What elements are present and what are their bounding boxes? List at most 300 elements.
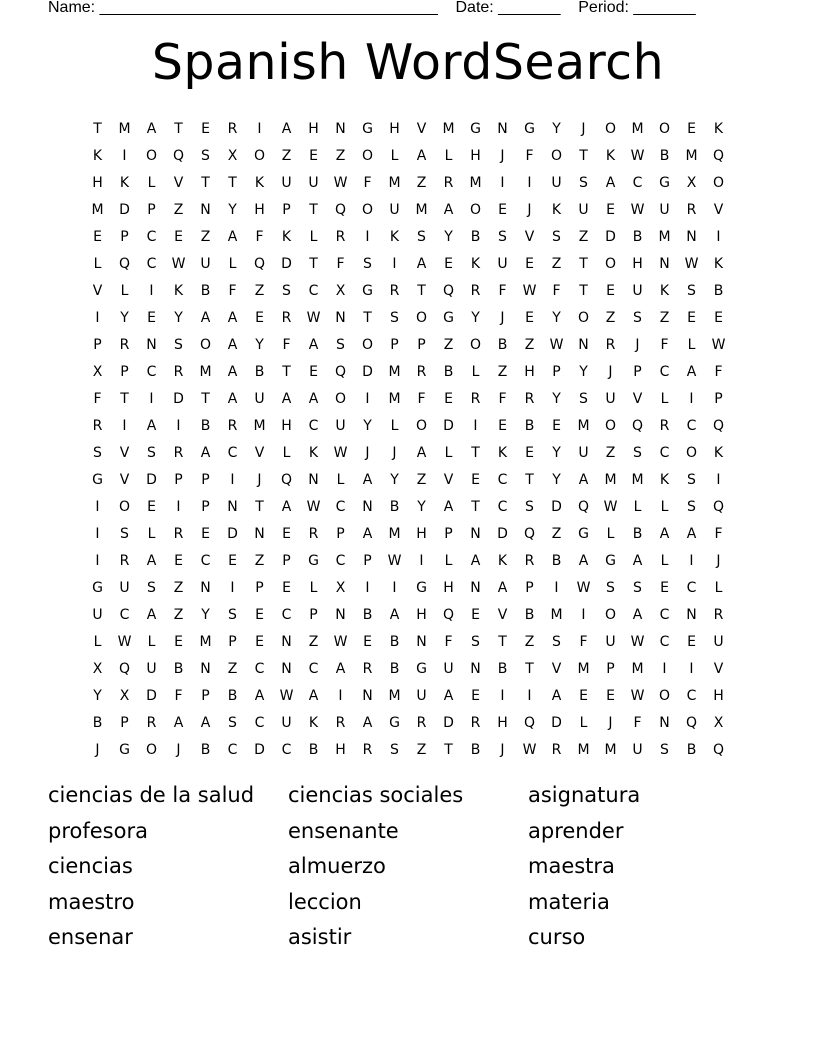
grid-letter: H xyxy=(389,120,400,137)
grid-letter: F xyxy=(660,336,669,353)
grid-letter: E xyxy=(444,390,453,407)
grid-letter: T xyxy=(579,147,588,164)
grid-letter: B xyxy=(443,363,454,380)
grid-letter: B xyxy=(713,282,724,299)
grid-letter: P xyxy=(525,579,534,596)
grid-letter: M xyxy=(388,174,401,191)
grid-letter: I xyxy=(689,552,694,569)
grid-letter: T xyxy=(525,471,534,488)
grid-letter: T xyxy=(201,390,210,407)
grid-letter: A xyxy=(308,390,319,407)
grid-letter: R xyxy=(524,390,535,407)
grid-letter: C xyxy=(308,282,319,299)
grid-letter: L xyxy=(147,633,156,650)
grid-letter: O xyxy=(469,336,482,353)
grid-letter: W xyxy=(630,201,645,218)
grid-row xyxy=(84,196,732,223)
grid-letter: M xyxy=(658,228,671,245)
grid-letter: V xyxy=(713,201,724,218)
grid-letter: I xyxy=(500,687,505,704)
grid-letter: N xyxy=(578,336,589,353)
grid-row xyxy=(84,142,732,169)
grid-letter: C xyxy=(335,498,346,515)
grid-letter: X xyxy=(227,147,238,164)
grid-letter: T xyxy=(525,660,534,677)
grid-letter: Q xyxy=(523,714,536,731)
grid-letter: C xyxy=(281,606,292,623)
grid-letter: X xyxy=(713,714,724,731)
grid-letter: M xyxy=(91,201,104,218)
grid-letter: M xyxy=(469,174,482,191)
grid-letter: D xyxy=(146,687,157,704)
grid-letter: U xyxy=(443,660,454,677)
grid-letter: C xyxy=(227,444,238,461)
grid-letter: M xyxy=(388,363,401,380)
grid-letter: A xyxy=(200,444,211,461)
grid-letter: A xyxy=(173,714,184,731)
grid-letter: B xyxy=(470,741,481,758)
grid-letter: O xyxy=(604,255,617,272)
grid-letter: U xyxy=(146,660,157,677)
grid-letter: S xyxy=(687,282,696,299)
grid-letter: M xyxy=(388,525,401,542)
grid-row xyxy=(84,493,732,520)
grid-row xyxy=(84,682,732,709)
grid-letter: H xyxy=(470,147,481,164)
grid-letter: F xyxy=(552,282,561,299)
grid-letter: Q xyxy=(577,498,590,515)
grid-letter: E xyxy=(147,498,156,515)
grid-letter: U xyxy=(659,201,670,218)
grid-letter: S xyxy=(363,255,372,272)
grid-letter: S xyxy=(93,444,102,461)
grid-letter: K xyxy=(281,228,292,245)
grid-letter: I xyxy=(365,390,370,407)
grid-letter: W xyxy=(630,687,645,704)
grid-row xyxy=(84,520,732,547)
grid-letter: P xyxy=(417,336,426,353)
grid-letter: P xyxy=(201,687,210,704)
grid-letter: Z xyxy=(551,525,562,542)
grid-letter: Q xyxy=(442,282,455,299)
grid-letter: N xyxy=(335,309,346,326)
grid-letter: T xyxy=(255,498,264,515)
grid-letter: Y xyxy=(552,471,561,488)
grid-letter: A xyxy=(146,552,157,569)
grid-letter: X xyxy=(92,660,103,677)
grid-letter: R xyxy=(362,741,373,758)
grid-letter: N xyxy=(281,633,292,650)
grid-letter: C xyxy=(281,741,292,758)
grid-letter: R xyxy=(173,363,184,380)
letter-grid xyxy=(84,115,732,763)
grid-letter: R xyxy=(416,714,427,731)
grid-letter: B xyxy=(362,606,373,623)
grid-letter: D xyxy=(119,201,130,218)
grid-letter: B xyxy=(389,633,400,650)
grid-letter: F xyxy=(282,336,291,353)
grid-letter: A xyxy=(308,687,319,704)
grid-letter: G xyxy=(119,741,130,758)
grid-letter: K xyxy=(713,120,724,137)
grid-letter: Y xyxy=(552,120,561,137)
grid-letter: Q xyxy=(280,471,293,488)
grid-letter: Z xyxy=(227,660,238,677)
grid-letter: M xyxy=(604,741,617,758)
grid-letter: Q xyxy=(631,417,644,434)
word-list-item: maestra xyxy=(528,854,615,879)
grid-letter: A xyxy=(146,606,157,623)
grid-letter: K xyxy=(713,444,724,461)
grid-letter: J xyxy=(716,552,721,569)
grid-letter: Z xyxy=(173,579,184,596)
grid-letter: G xyxy=(416,660,427,677)
page-title: Spanish WordSearch xyxy=(151,34,665,91)
word-list-item: profesora xyxy=(48,818,148,843)
grid-letter: Z xyxy=(416,741,427,758)
grid-letter: Y xyxy=(174,309,183,326)
grid-letter: J xyxy=(608,363,613,380)
grid-letter: O xyxy=(550,147,563,164)
grid-letter: R xyxy=(92,417,103,434)
grid-row xyxy=(84,304,732,331)
grid-row xyxy=(84,115,732,142)
grid-letter: J xyxy=(176,741,181,758)
grid-letter: A xyxy=(416,255,427,272)
grid-letter: W xyxy=(171,255,186,272)
grid-row xyxy=(84,277,732,304)
grid-letter: P xyxy=(147,201,156,218)
grid-letter: E xyxy=(660,579,669,596)
grid-letter: C xyxy=(686,579,697,596)
grid-letter: A xyxy=(362,714,373,731)
grid-letter: H xyxy=(254,201,265,218)
grid-letter: P xyxy=(309,606,318,623)
grid-letter: N xyxy=(200,579,211,596)
grid-letter: S xyxy=(228,714,237,731)
grid-letter: J xyxy=(500,741,505,758)
grid-letter: I xyxy=(230,579,235,596)
grid-letter: L xyxy=(660,552,669,569)
grid-letter: W xyxy=(576,579,591,596)
word-list-item: ensenante xyxy=(288,818,399,843)
grid-letter: N xyxy=(659,255,670,272)
grid-letter: C xyxy=(146,363,157,380)
grid-letter: V xyxy=(92,282,103,299)
grid-letter: L xyxy=(444,552,453,569)
grid-letter: I xyxy=(176,498,181,515)
grid-letter: P xyxy=(255,579,264,596)
grid-letter: B xyxy=(686,741,697,758)
grid-row xyxy=(84,358,732,385)
grid-letter: J xyxy=(527,201,532,218)
grid-letter: I xyxy=(392,579,397,596)
grid-letter: V xyxy=(119,444,130,461)
grid-letter: I xyxy=(527,687,532,704)
grid-letter: I xyxy=(257,120,262,137)
grid-letter: A xyxy=(227,363,238,380)
grid-row xyxy=(84,574,732,601)
grid-letter: S xyxy=(336,336,345,353)
grid-letter: Z xyxy=(254,282,265,299)
grid-letter: Z xyxy=(200,228,211,245)
grid-letter: I xyxy=(149,390,154,407)
student-info-header: Name: ______________________________________ Date: _______ Period: _______ xyxy=(48,0,696,16)
grid-letter: S xyxy=(201,147,210,164)
grid-letter: Y xyxy=(579,363,588,380)
grid-letter: L xyxy=(390,147,399,164)
grid-letter: E xyxy=(309,147,318,164)
grid-row xyxy=(84,439,732,466)
grid-letter: O xyxy=(253,147,266,164)
grid-letter: U xyxy=(281,714,292,731)
grid-letter: C xyxy=(227,741,238,758)
grid-letter: R xyxy=(335,714,346,731)
grid-letter: P xyxy=(714,390,723,407)
grid-letter: H xyxy=(92,174,103,191)
grid-letter: Q xyxy=(712,147,725,164)
grid-letter: Z xyxy=(335,147,346,164)
grid-letter: O xyxy=(334,390,347,407)
grid-letter: O xyxy=(145,741,158,758)
grid-letter: Y xyxy=(228,201,237,218)
grid-letter: O xyxy=(199,336,212,353)
grid-letter: M xyxy=(442,120,455,137)
grid-letter: M xyxy=(415,201,428,218)
grid-letter: B xyxy=(470,228,481,245)
grid-letter: U xyxy=(389,201,400,218)
grid-letter: A xyxy=(308,336,319,353)
grid-letter: I xyxy=(662,660,667,677)
grid-letter: O xyxy=(658,120,671,137)
grid-letter: J xyxy=(581,120,586,137)
grid-letter: A xyxy=(254,687,265,704)
grid-letter: V xyxy=(443,471,454,488)
grid-letter: A xyxy=(470,552,481,569)
grid-row xyxy=(84,385,732,412)
grid-letter: N xyxy=(335,120,346,137)
grid-letter: S xyxy=(390,309,399,326)
grid-letter: R xyxy=(686,201,697,218)
grid-letter: E xyxy=(444,255,453,272)
grid-letter: L xyxy=(660,498,669,515)
grid-letter: A xyxy=(497,579,508,596)
grid-letter: E xyxy=(174,633,183,650)
grid-letter: I xyxy=(581,606,586,623)
grid-letter: O xyxy=(604,606,617,623)
grid-letter: B xyxy=(200,282,211,299)
grid-letter: N xyxy=(362,498,373,515)
grid-letter: S xyxy=(552,228,561,245)
grid-letter: T xyxy=(228,174,237,191)
grid-letter: Z xyxy=(524,336,535,353)
grid-letter: L xyxy=(471,363,480,380)
grid-letter: E xyxy=(282,525,291,542)
word-list-item: leccion xyxy=(288,889,362,914)
grid-letter: E xyxy=(471,471,480,488)
grid-letter: S xyxy=(687,471,696,488)
grid-letter: T xyxy=(309,201,318,218)
grid-letter: S xyxy=(660,741,669,758)
grid-letter: H xyxy=(632,255,643,272)
grid-letter: V xyxy=(632,390,643,407)
grid-row xyxy=(84,412,732,439)
grid-letter: B xyxy=(200,741,211,758)
grid-letter: I xyxy=(230,471,235,488)
grid-letter: C xyxy=(308,660,319,677)
grid-letter: C xyxy=(146,255,157,272)
grid-letter: F xyxy=(633,714,642,731)
grid-letter: L xyxy=(606,525,615,542)
grid-letter: R xyxy=(308,525,319,542)
grid-row xyxy=(84,655,732,682)
grid-letter: M xyxy=(118,120,131,137)
grid-letter: P xyxy=(120,714,129,731)
grid-letter: V xyxy=(119,471,130,488)
grid-letter: S xyxy=(498,228,507,245)
grid-letter: D xyxy=(443,714,454,731)
grid-letter: U xyxy=(578,201,589,218)
grid-letter: D xyxy=(254,741,265,758)
grid-letter: K xyxy=(254,174,265,191)
grid-letter: G xyxy=(578,525,589,542)
grid-letter: H xyxy=(308,120,319,137)
grid-letter: C xyxy=(659,633,670,650)
grid-letter: F xyxy=(525,147,534,164)
grid-letter: N xyxy=(281,660,292,677)
grid-letter: R xyxy=(119,336,130,353)
grid-letter: R xyxy=(659,417,670,434)
grid-letter: K xyxy=(713,255,724,272)
grid-letter: U xyxy=(308,174,319,191)
grid-letter: L xyxy=(444,147,453,164)
grid-letter: O xyxy=(361,336,374,353)
grid-letter: B xyxy=(308,741,319,758)
grid-letter: Z xyxy=(281,147,292,164)
grid-letter: D xyxy=(497,525,508,542)
grid-letter: A xyxy=(605,174,616,191)
grid-letter: T xyxy=(363,309,372,326)
grid-letter: D xyxy=(173,390,184,407)
grid-letter: Q xyxy=(118,255,131,272)
grid-letter: Y xyxy=(552,309,561,326)
grid-letter: F xyxy=(714,525,723,542)
grid-letter: E xyxy=(471,687,480,704)
grid-letter: W xyxy=(603,498,618,515)
grid-letter: R xyxy=(443,174,454,191)
grid-letter: B xyxy=(389,660,400,677)
grid-letter: Z xyxy=(416,471,427,488)
grid-letter: E xyxy=(255,606,264,623)
grid-letter: W xyxy=(522,741,537,758)
grid-letter: E xyxy=(93,228,102,245)
grid-letter: Q xyxy=(712,741,725,758)
grid-letter: P xyxy=(282,552,291,569)
grid-letter: R xyxy=(362,660,373,677)
grid-letter: M xyxy=(577,417,590,434)
grid-letter: S xyxy=(525,498,534,515)
grid-letter: P xyxy=(93,336,102,353)
grid-letter: Z xyxy=(173,606,184,623)
grid-letter: B xyxy=(551,552,562,569)
grid-letter: M xyxy=(631,660,644,677)
grid-letter: I xyxy=(122,417,127,434)
grid-letter: H xyxy=(416,606,427,623)
grid-letter: D xyxy=(362,363,373,380)
grid-letter: E xyxy=(471,606,480,623)
grid-letter: O xyxy=(577,309,590,326)
grid-letter: B xyxy=(659,147,670,164)
grid-letter: E xyxy=(687,633,696,650)
grid-letter: Q xyxy=(442,606,455,623)
grid-letter: L xyxy=(93,255,102,272)
grid-letter: M xyxy=(388,390,401,407)
grid-letter: A xyxy=(200,714,211,731)
grid-letter: K xyxy=(389,228,400,245)
grid-letter: M xyxy=(631,120,644,137)
grid-letter: N xyxy=(659,714,670,731)
grid-letter: N xyxy=(497,120,508,137)
word-list-item: materia xyxy=(528,889,610,914)
grid-letter: C xyxy=(497,498,508,515)
grid-letter: M xyxy=(577,741,590,758)
grid-letter: G xyxy=(659,174,670,191)
grid-letter: R xyxy=(470,282,481,299)
grid-letter: B xyxy=(524,417,535,434)
grid-letter: F xyxy=(228,282,237,299)
grid-letter: C xyxy=(632,174,643,191)
grid-letter: I xyxy=(689,390,694,407)
grid-letter: R xyxy=(605,336,616,353)
grid-letter: S xyxy=(471,633,480,650)
grid-letter: P xyxy=(633,363,642,380)
grid-letter: E xyxy=(498,417,507,434)
grid-letter: P xyxy=(363,552,372,569)
grid-letter: C xyxy=(659,363,670,380)
grid-letter: W xyxy=(684,255,699,272)
grid-letter: A xyxy=(632,552,643,569)
grid-letter: H xyxy=(497,714,508,731)
grid-letter: S xyxy=(687,498,696,515)
grid-letter: Z xyxy=(551,255,562,272)
grid-letter: R xyxy=(551,741,562,758)
grid-letter: G xyxy=(443,309,454,326)
grid-letter: X xyxy=(92,363,103,380)
grid-letter: E xyxy=(201,525,210,542)
grid-letter: A xyxy=(416,444,427,461)
grid-letter: D xyxy=(551,498,562,515)
grid-letter: G xyxy=(470,120,481,137)
grid-letter: S xyxy=(147,444,156,461)
grid-letter: E xyxy=(309,363,318,380)
grid-letter: J xyxy=(95,741,100,758)
grid-letter: N xyxy=(146,336,157,353)
grid-letter: A xyxy=(200,309,211,326)
grid-letter: T xyxy=(93,120,102,137)
grid-letter: C xyxy=(308,417,319,434)
grid-letter: Z xyxy=(497,363,508,380)
grid-letter: S xyxy=(633,579,642,596)
grid-letter: P xyxy=(552,363,561,380)
grid-letter: A xyxy=(227,309,238,326)
grid-letter: A xyxy=(416,147,427,164)
grid-letter: E xyxy=(255,633,264,650)
grid-letter: P xyxy=(174,471,183,488)
grid-letter: L xyxy=(309,228,318,245)
grid-letter: M xyxy=(604,471,617,488)
grid-letter: C xyxy=(659,444,670,461)
grid-letter: K xyxy=(173,282,184,299)
